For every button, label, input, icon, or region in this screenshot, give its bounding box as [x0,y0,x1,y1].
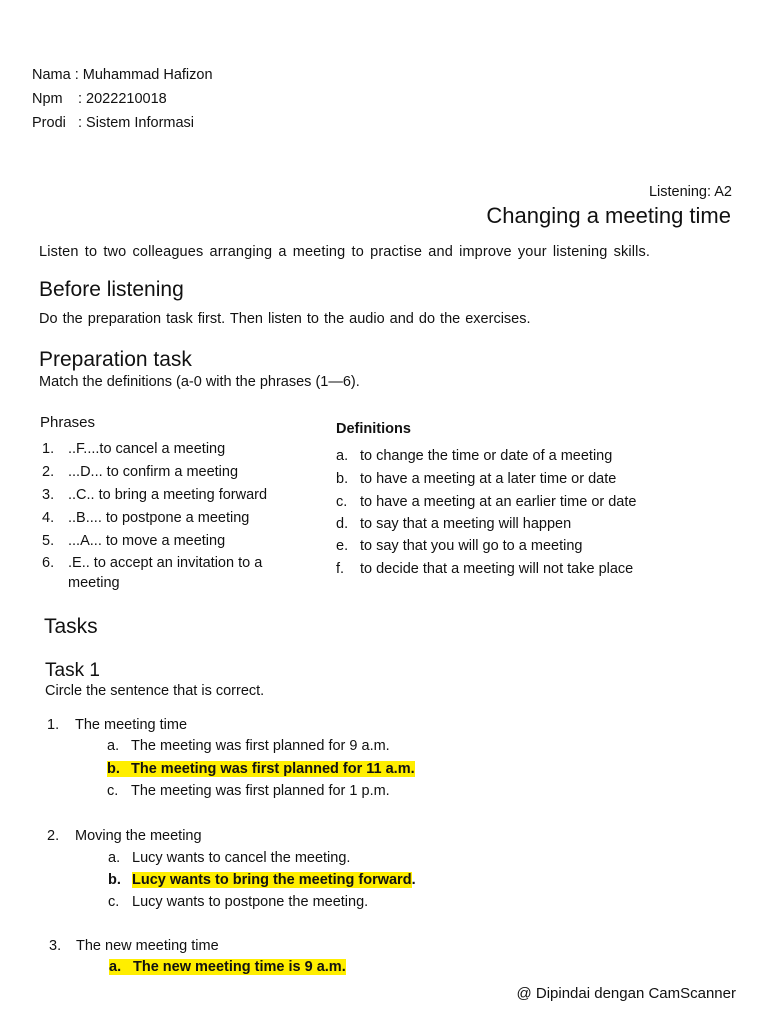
option-q2-a [108,850,350,866]
phrase-text-continued: meeting [68,575,120,591]
preparation-task-heading: Preparation task [39,348,192,371]
option-q3-a-selected [109,959,346,975]
definition-letter: f. [336,561,345,577]
phrase-text: ..C.. to bring a meeting forward [68,487,268,503]
phrase-item [42,464,238,480]
student-name-line [32,67,213,83]
option-text: The meeting was first planned for 9 a.m. [131,738,390,754]
phrase-text: ...D... to confirm a meeting [68,464,239,480]
definition-item [336,448,612,464]
question-title: The meeting time [75,717,188,733]
option-letter: a. [109,959,122,975]
definition-text: to decide that a meeting will not take place [360,561,634,577]
phrase-number: 3. [42,487,55,503]
name-value: Muhammad Hafizon [82,67,213,83]
page-title: Changing a meeting time [486,203,731,228]
phrases-heading: Phrases [40,414,96,431]
question-3 [49,938,219,954]
prodi-label: Prodi [32,115,66,131]
phrase-number: 1. [42,441,55,457]
option-letter: a. [107,738,120,754]
student-prodi-line [32,115,194,131]
definition-letter: a. [336,448,349,464]
definitions-heading: Definitions [336,421,411,437]
phrase-item [42,510,249,526]
phrase-number: 4. [42,510,55,526]
before-listening-text: Do the preparation task first. Then listen to the audio and do the exercises. [39,311,531,327]
definition-text: to have a meeting at an earlier time or date [360,494,637,510]
option-letter: a. [108,850,121,866]
phrase-text: .E.. to accept an invitation to a [68,555,263,571]
question-title: The new meeting time [76,938,219,954]
definition-text: to change the time or date of a meeting [360,448,613,464]
option-text: Lucy wants to cancel the meeting. [132,850,351,866]
question-title: Moving the meeting [75,828,202,844]
definition-letter: e. [336,538,349,554]
option-text: The meeting was first planned for 11 a.m. [131,761,415,777]
before-listening-heading: Before listening [39,278,184,301]
question-number: 2. [47,828,60,844]
phrase-number: 2. [42,464,55,480]
camscanner-watermark: @ Dipindai dengan CamScanner [516,985,736,1002]
option-q1-b-selected [107,761,415,777]
task1-instruction: Circle the sentence that is correct. [45,683,265,699]
definition-item [336,561,633,577]
phrase-number: 6. [42,555,55,571]
option-suffix: . [411,872,416,888]
definition-item [336,516,571,532]
question-number: 1. [47,717,60,733]
option-q2-b-selected [108,872,416,888]
question-1 [47,717,187,733]
definition-item [336,494,636,510]
phrase-item [42,487,267,503]
option-q1-c [107,783,390,799]
phrase-text: ..B.... to postpone a meeting [68,510,250,526]
preparation-instruction: Match the definitions (a-0 with the phrases (1—6). [39,374,360,390]
npm-value: : 2022210018 [78,91,167,107]
definition-letter: c. [336,494,348,510]
tasks-heading: Tasks [44,615,98,638]
option-text: The meeting was first planned for 1 p.m. [131,783,390,799]
question-2 [47,828,202,844]
phrase-text: ...A... to move a meeting [68,533,226,549]
question-number: 3. [49,938,62,954]
npm-label: Npm [32,91,63,107]
prodi-value: : Sistem Informasi [78,115,195,131]
intro-text: Listen to two colleagues arranging a meeting to practise and improve your listening skills. [39,244,651,260]
option-letter: b. [107,761,120,777]
option-text: Lucy wants to postpone the meeting. [132,894,369,910]
option-text: The new meeting time is 9 a.m. [133,959,346,975]
phrase-item [42,441,225,457]
phrase-number: 5. [42,533,55,549]
phrase-text: ..F....to cancel a meeting [68,441,226,457]
option-letter: c. [108,894,120,910]
definition-text: to say that you will go to a meeting [360,538,583,554]
option-letter: b. [108,872,121,888]
task1-heading: Task 1 [45,660,100,681]
option-q2-c [108,894,368,910]
definition-letter: b. [336,471,349,487]
option-q1-a [107,738,390,754]
level-label: Listening: A2 [648,184,732,200]
name-label: Nama : [32,67,79,83]
definition-text: to have a meeting at a later time or date [360,471,617,487]
definition-text: to say that a meeting will happen [360,516,572,532]
definition-letter: d. [336,516,349,532]
definition-item [336,538,582,554]
definition-item [336,471,616,487]
student-npm-line [32,91,167,107]
option-text: Lucy wants to bring the meeting forward [132,872,412,888]
phrase-item [42,555,262,571]
phrase-item [42,533,225,549]
option-letter: c. [107,783,119,799]
